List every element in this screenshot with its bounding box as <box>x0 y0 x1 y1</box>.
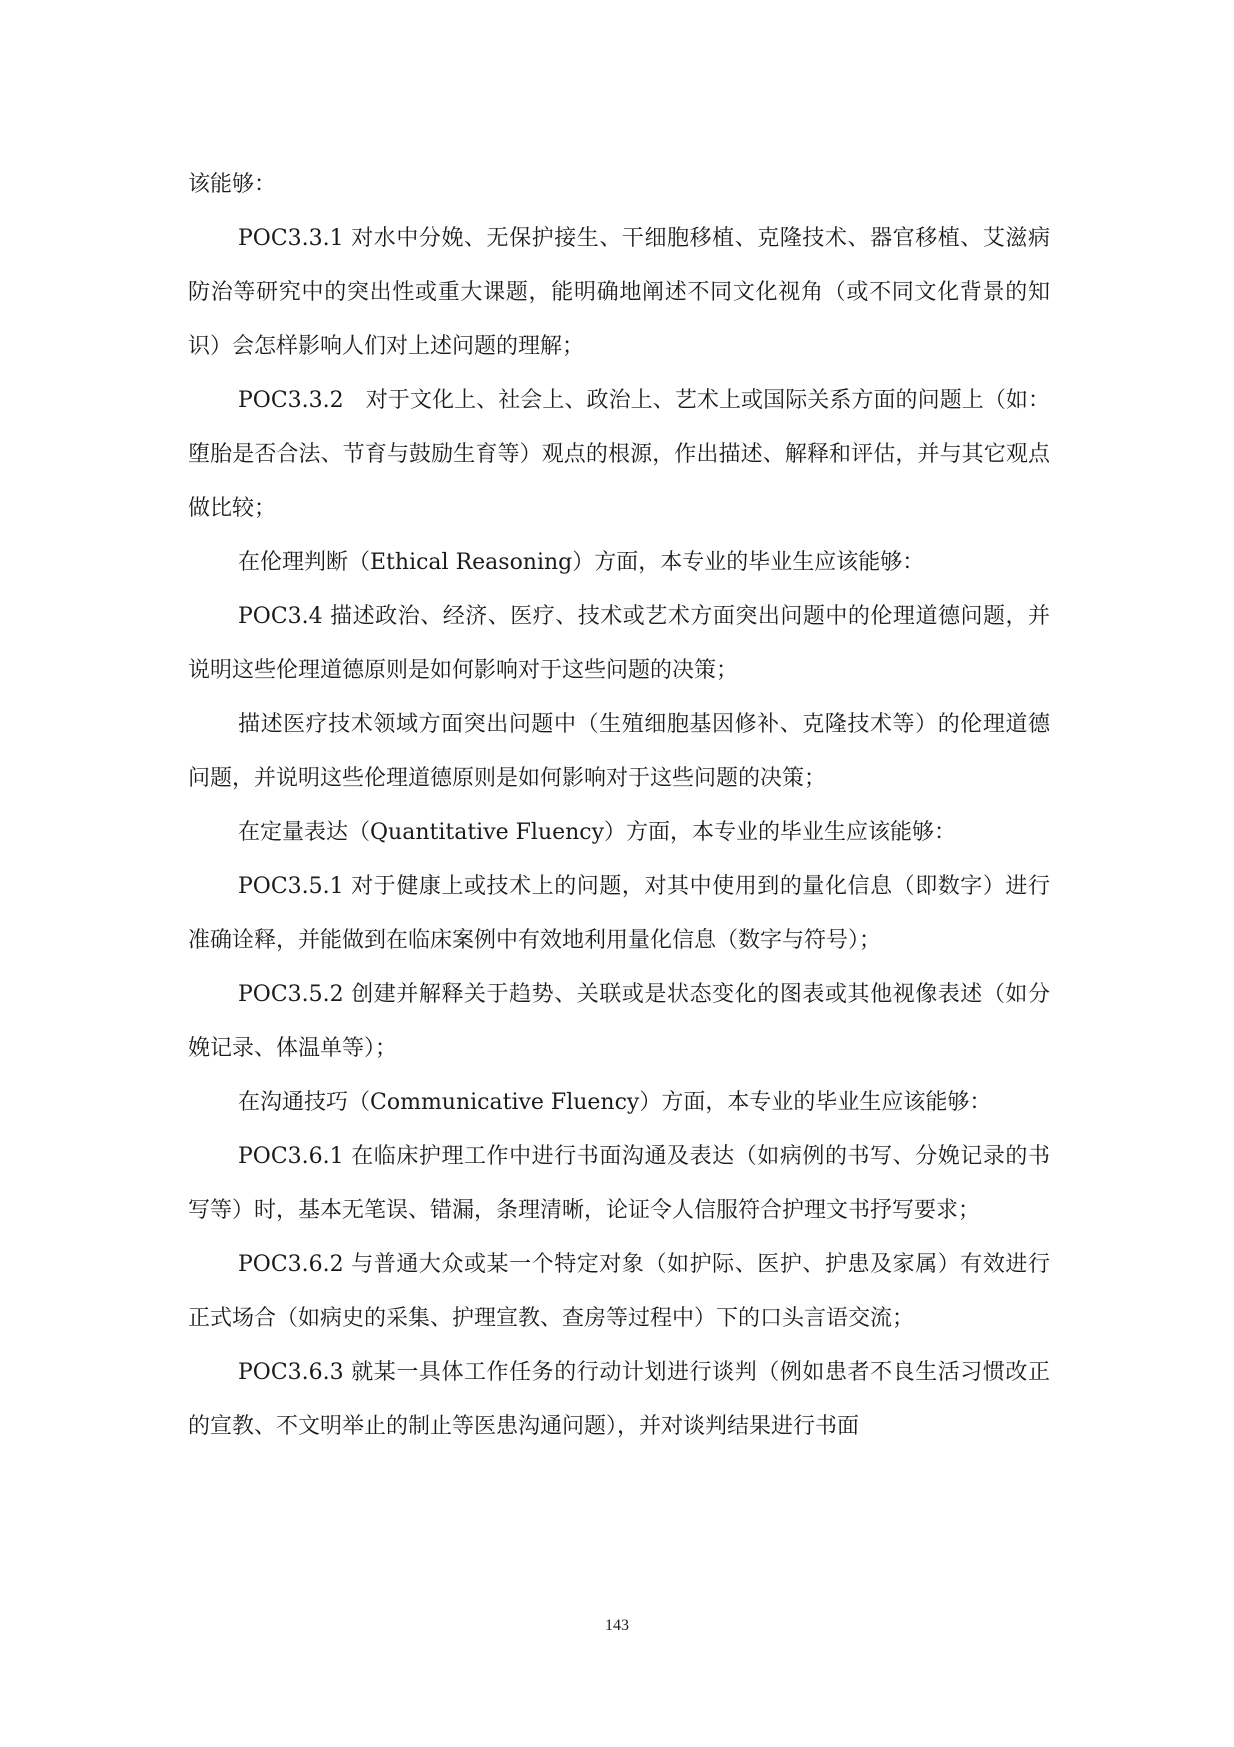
paragraph-poc-3-6-2: POC3.6.2 与普通大众或某一个特定对象（如护际、医护、护患及家属）有效进行正式场合（如病史的采集、护理宣教、查房等过程中）下的口头言语交流； <box>188 1252 1050 1331</box>
paragraph-poc-3-3-1: POC3.3.1 对水中分娩、无保护接生、干细胞移植、克隆技术、器官移植、艾滋病防治等研究中的突出性或重大课题，能明确地阐述不同文化视角（或不同文化背景的知识）会怎样影响人们对上述问题的理解； <box>188 226 1050 359</box>
paragraph-poc-3-5-1: POC3.5.1 对于健康上或技术上的问题，对其中使用到的量化信息（即数字）进行准确诠释，并能做到在临床案例中有效地利用量化信息（数字与符号）； <box>188 874 1050 953</box>
paragraph-poc-3-3-2: POC3.3.2 对于文化上、社会上、政治上、艺术上或国际关系方面的问题上（如：堕胎是否合法、节育与鼓励生育等）观点的根源，作出描述、解释和评估，并与其它观点做比较； <box>188 388 1050 521</box>
paragraph-continuation: 该能够： <box>188 172 277 197</box>
paragraph-quantitative-fluency-intro: 在定量表达（Quantitative Fluency）方面，本专业的毕业生应该能够： <box>238 820 957 845</box>
paragraph-communicative-fluency-intro: 在沟通技巧（Communicative Fluency）方面，本专业的毕业生应该能够： <box>238 1090 992 1115</box>
paragraph-poc-3-6-1: POC3.6.1 在临床护理工作中进行书面沟通及表达（如病例的书写、分娩记录的书写等）时，基本无笔误、错漏，条理清晰，论证令人信服符合护理文书抒写要求； <box>188 1144 1050 1223</box>
page-number: 143 <box>605 1617 629 1634</box>
paragraph-poc-3-4: POC3.4 描述政治、经济、医疗、技术或艺术方面突出问题中的伦理道德问题，并说明这些伦理道德原则是如何影响对于这些问题的决策； <box>188 604 1050 683</box>
paragraph-ethical-reasoning-intro: 在伦理判断（Ethical Reasoning）方面，本专业的毕业生应该能够： <box>238 550 925 575</box>
paragraph-poc-3-5-2: POC3.5.2 创建并解释关于趋势、关联或是状态变化的图表或其他视像表述（如分娩记录、体温单等）； <box>188 982 1050 1061</box>
body-text <box>188 158 1050 1454</box>
paragraph-poc-3-6-3: POC3.6.3 就某一具体工作任务的行动计划进行谈判（例如患者不良生活习惯改正的宣教、不文明举止的制止等医患沟通问题），并对谈判结果进行书面 <box>188 1360 1050 1439</box>
paragraph-medical-ethics: 描述医疗技术领域方面突出问题中（生殖细胞基因修补、克隆技术等）的伦理道德问题，并说明这些伦理道德原则是如何影响对于这些问题的决策； <box>188 712 1050 791</box>
